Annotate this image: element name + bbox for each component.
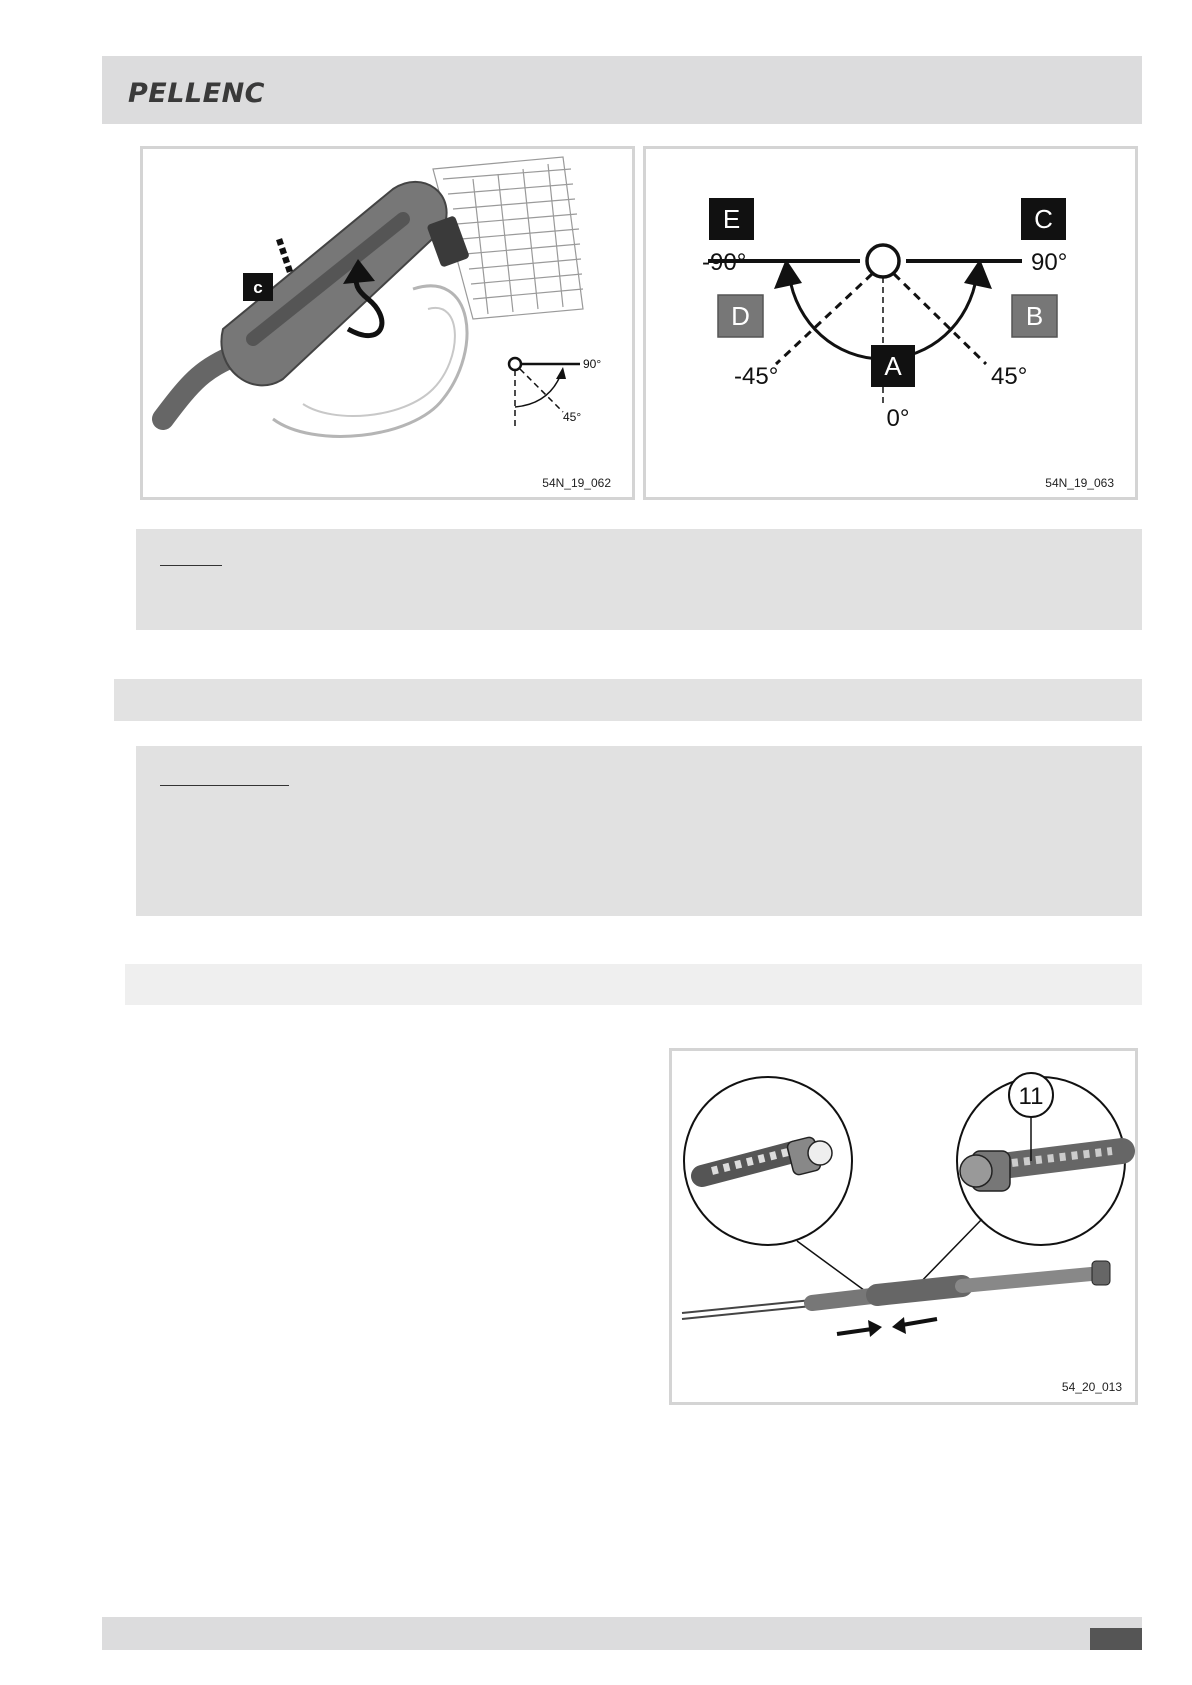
note-2-title — [160, 773, 289, 786]
angle-zero: 0° — [886, 405, 910, 432]
position-marker — [277, 241, 292, 270]
angle-neg90: -90° — [702, 249, 747, 276]
figure-code: 54_20_013 — [1061, 1380, 1122, 1394]
figure-code: 54N_19_062 — [542, 476, 611, 490]
callout-11: 11 — [1018, 1083, 1044, 1110]
connector-illustration — [672, 1051, 1135, 1402]
label-E: E — [722, 204, 741, 234]
brand-logo: PELLENC — [128, 78, 265, 109]
label-D: D — [731, 301, 750, 331]
note-panel-1 — [136, 529, 1142, 630]
page-number-tab — [1090, 1628, 1142, 1650]
rotation-head-illustration — [143, 149, 632, 497]
mini-angle-45: 45° — [563, 410, 582, 424]
note-panel-2 — [136, 746, 1142, 916]
figure-rotation-head — [140, 146, 635, 500]
angle-pos45: 45° — [991, 363, 1028, 390]
angle-neg45: -45° — [734, 363, 779, 390]
section-heading-band — [114, 679, 1142, 721]
connector-body — [877, 1286, 962, 1295]
mini-angle-90: 90° — [583, 357, 602, 371]
figure-angle-positions — [643, 146, 1138, 500]
angle-positions-diagram — [646, 149, 1135, 497]
push-arrows — [837, 1317, 937, 1337]
figure-connector — [669, 1048, 1138, 1405]
subsection-heading-band — [125, 964, 1142, 1005]
label-C: C — [1034, 204, 1053, 234]
callout-c: c — [253, 278, 263, 297]
note-1-title — [160, 553, 222, 566]
figure-code: 54N_19_063 — [1045, 476, 1114, 490]
label-B: B — [1025, 301, 1044, 331]
label-A: A — [884, 351, 902, 381]
angle-pos90: 90° — [1031, 249, 1068, 276]
pivot-circle — [867, 245, 899, 277]
footer-band — [102, 1617, 1142, 1650]
